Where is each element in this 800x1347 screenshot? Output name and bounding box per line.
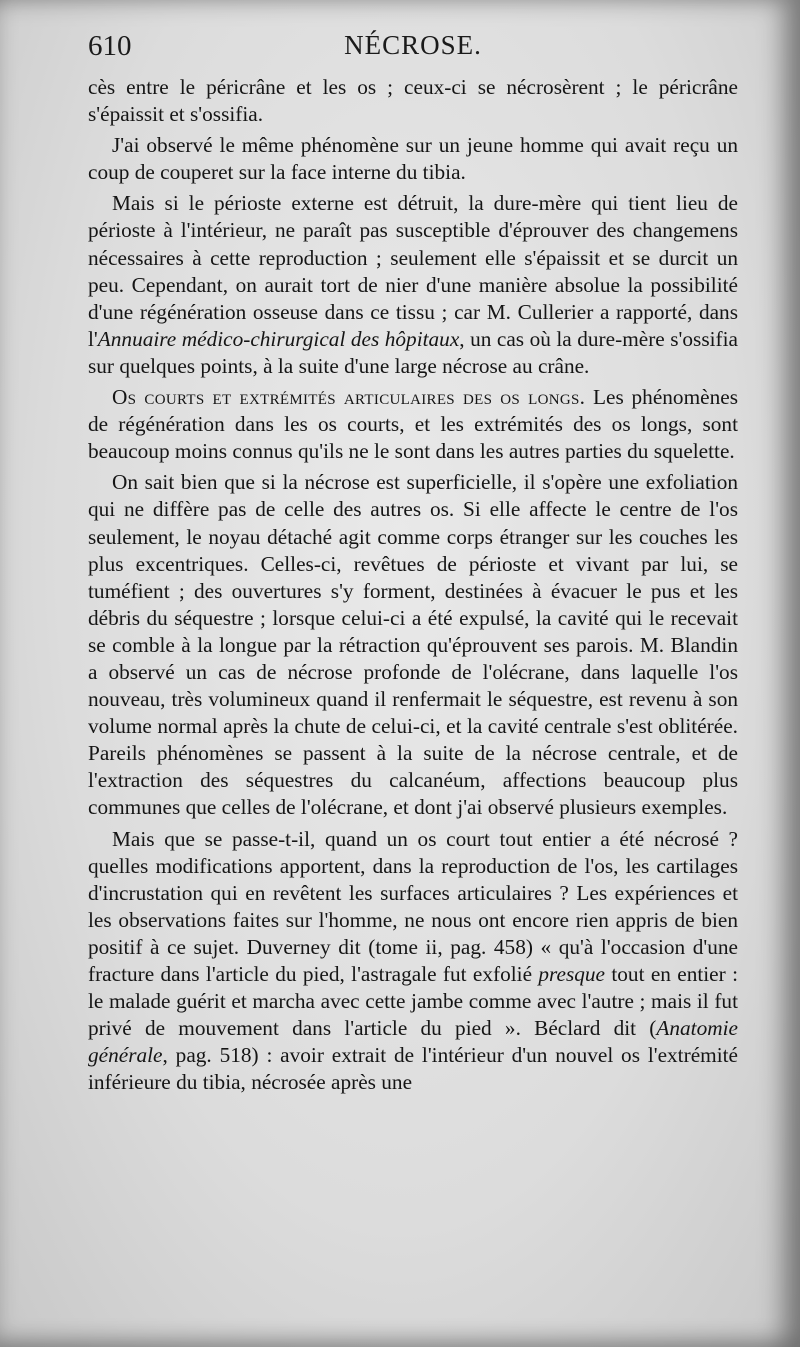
paragraph-dure-mere xyxy=(88,190,738,380)
paragraph-text: , pag. 518) : avoir extrait de l'intérieur d'un nouvel os l'extrémité inférieure du tibia, nécrosée après une xyxy=(88,1043,738,1095)
paragraph-text: Les phénomènes de régénération dans les os courts, et les extrémités des os longs, sont beaucoup moins connus qu'ils ne le sont dans les autres parties du squelette. xyxy=(88,385,738,464)
paragraph-exfoliation: On sait bien que si la nécrose est superficielle, il s'opère une exfoliation qui ne diffère pas de celle des autres os. Si elle affecte le centre de l'os seulement, le noyau détaché agit comme corps étranger sur les couches les plus excentriques. Celles-ci, revêtues de périoste et vivant par lui, se tuméfient ; des ouvertures s'y forment, destinées à évacuer le pus et les débris du séquestre ; lorsque celui-ci a été expulsé, la cavité qui le recevait se comble à la longue par la rétraction qu'éprouvent ses parois. M. Blandin a observé un cas de nécrose profonde de l'olécrane, dans laquelle l'os nouveau, très volumineux quand il renfermait le séquestre, est revenu à son volume normal après la chute de celui-ci, et la cavité centrale s'est oblitérée. Pareils phénomènes se passent à la suite de la nécrose centrale, et de l'extraction des séquestres du calcanéum, affections beaucoup plus communes que celles de l'olécrane, et dont j'ai observé plusieurs exemples. xyxy=(88,470,738,820)
italic-title: Anatomie générale xyxy=(88,1016,738,1068)
page-number: 610 xyxy=(88,30,132,62)
paragraph-os-courts xyxy=(88,384,738,465)
italic-title: Annuaire médico-chirurgical des hôpitaux xyxy=(97,326,460,351)
paragraph-text: Mais si le périoste externe est détruit, la dure-mère qui tient lieu de périoste à l'intérieur, ne paraît pas susceptible d'éprouver des changemens nécessaires à cette reproduction ; seulement elle s'épaissit et se durcit un peu. Cependant, on aurait tort de nier d'une manière absolue la possibilité d'une régénération osseuse dans ce tissu ; car M. Cullerier a rapporté, dans l' xyxy=(88,191,738,351)
running-title: NÉCROSE. xyxy=(344,30,482,60)
paragraph-duverney xyxy=(88,826,738,1097)
italic-word: presque xyxy=(538,962,606,986)
section-heading: Os courts et extrémités articulaires des os longs. xyxy=(112,385,586,410)
paragraph-text: Mais que se passe-t-il, quand un os court tout entier a été nécrosé ? quelles modifications apportent, dans la reproduction de l'os, les cartilages d'incrustation qui en revêtent les surfaces articulaires ? Les expériences et les observations faites sur l'homme, ne nous ont encore rien appris de bien positif à ce sujet. Duverney dit (tome ii, pag. 458) « qu'à l'occasion d'une fracture dans l'article du pied, l'astragale fut exfolié xyxy=(88,826,738,986)
paragraph-text: , un cas où la dure-mère s'ossifia sur quelques points, à la suite d'une large nécrose au crâne. xyxy=(88,326,738,378)
paragraph-tibia-observation: J'ai observé le même phénomène sur un jeune homme qui avait reçu un coup de couperet sur la face interne du tibia. xyxy=(88,133,738,185)
page-header xyxy=(88,30,738,70)
paragraph-continuation: cès entre le péricrâne et les os ; ceux-ci se nécrosèrent ; le péricrâne s'épaissit et s'ossifia. xyxy=(88,75,738,127)
body-text xyxy=(88,74,738,1096)
paragraph-text: tout en entier : le malade guérit et marcha avec cette jambe comme avec l'autre ; mais il fut privé de mouvement dans l'article du pied ». Béclard dit ( xyxy=(88,962,738,1041)
